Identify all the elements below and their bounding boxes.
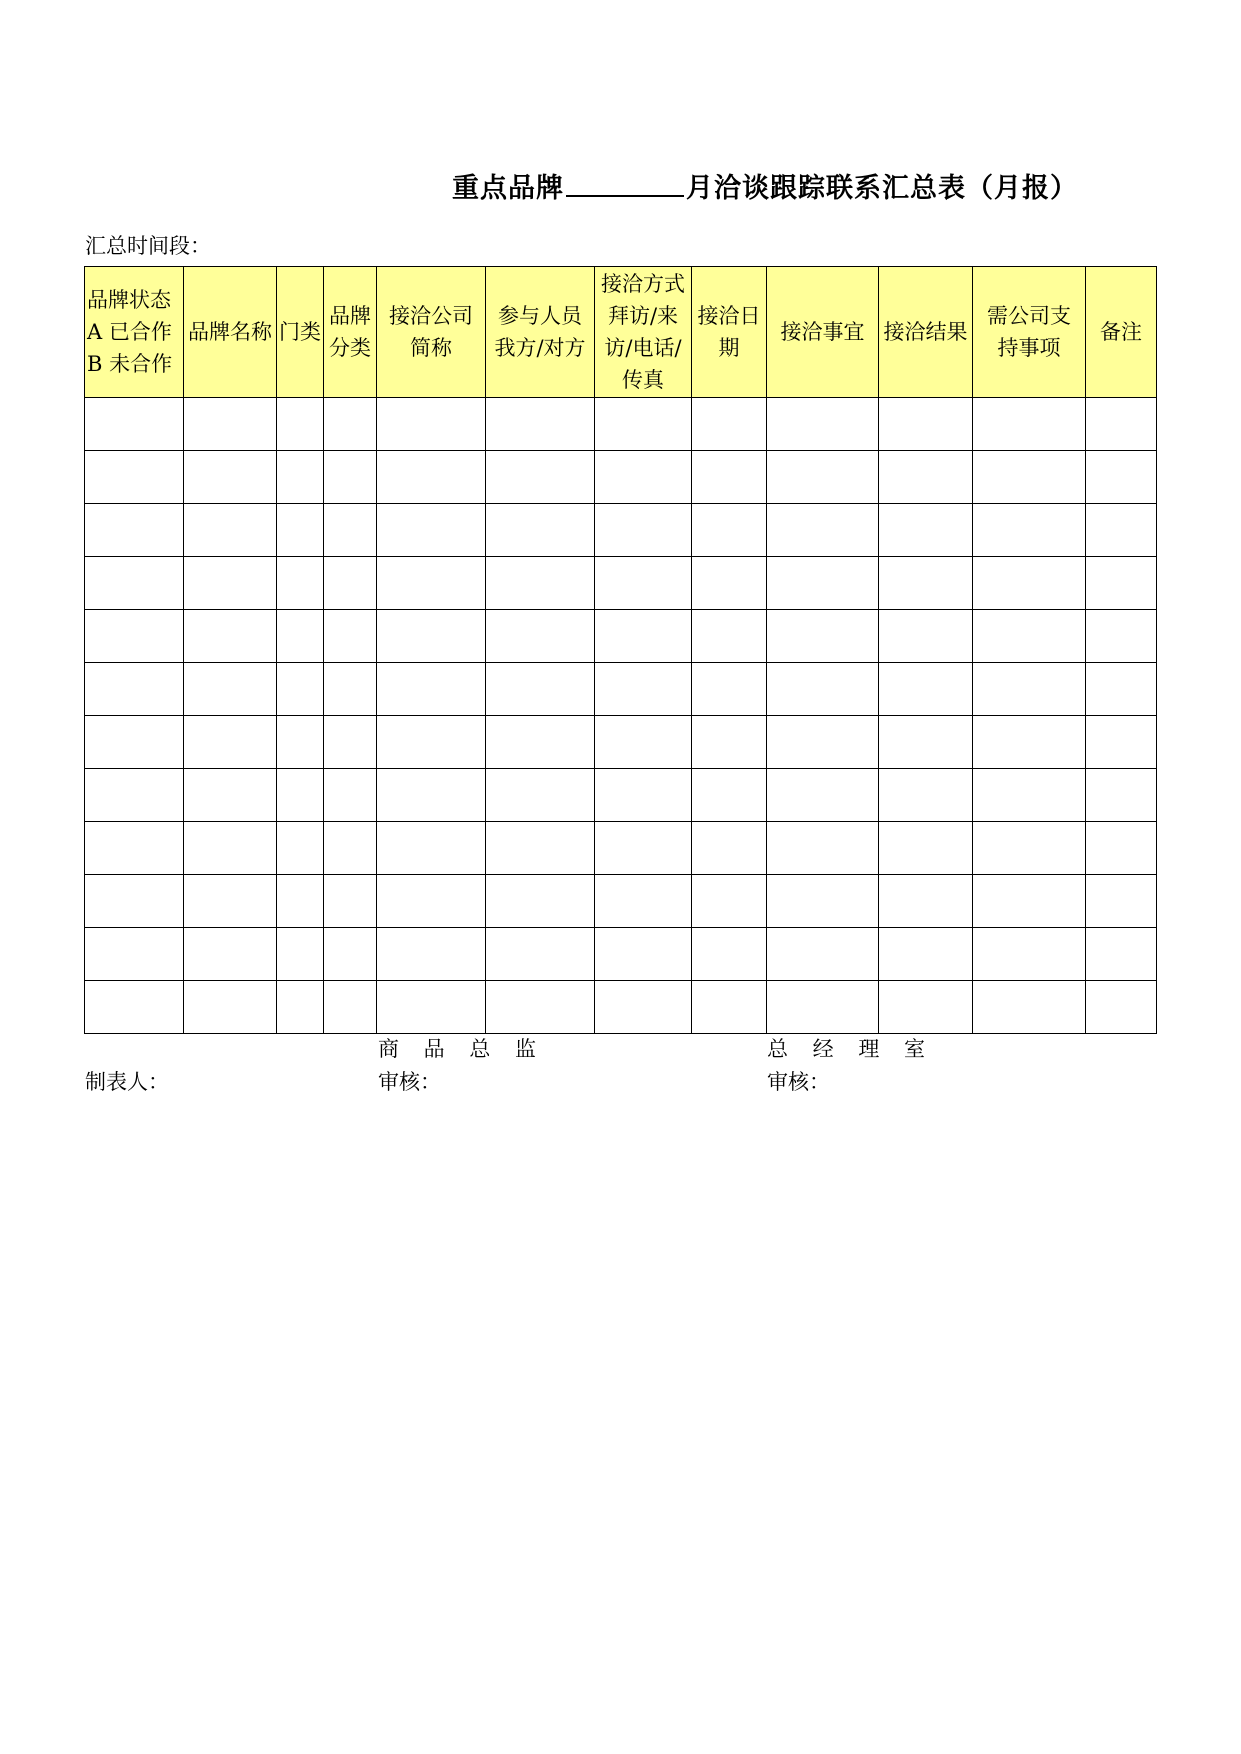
table-cell[interactable] bbox=[692, 716, 767, 769]
table-cell[interactable] bbox=[692, 663, 767, 716]
merch-director-title: 商 品 总 监 bbox=[378, 1037, 546, 1061]
table-cell[interactable] bbox=[973, 822, 1086, 875]
table-cell[interactable] bbox=[85, 875, 184, 928]
gm-office-title: 总 经 理 室 bbox=[767, 1037, 935, 1061]
table-cell[interactable] bbox=[324, 451, 377, 504]
title-suffix: 月洽谈跟踪联系汇总表（月报） bbox=[686, 173, 1078, 204]
table-row bbox=[85, 610, 1157, 663]
table-row bbox=[85, 769, 1157, 822]
summary-table bbox=[84, 266, 1157, 1034]
table-cell[interactable] bbox=[85, 928, 184, 981]
table-cell[interactable] bbox=[277, 928, 324, 981]
table-cell[interactable] bbox=[595, 928, 692, 981]
table-cell[interactable] bbox=[879, 504, 973, 557]
table-cell[interactable] bbox=[486, 663, 595, 716]
table-cell[interactable] bbox=[595, 981, 692, 1034]
table-cell[interactable] bbox=[324, 769, 377, 822]
table-row bbox=[85, 398, 1157, 451]
table-cell[interactable] bbox=[324, 610, 377, 663]
table-cell[interactable] bbox=[767, 663, 879, 716]
table-cell[interactable] bbox=[85, 769, 184, 822]
title-prefix: 重点品牌 bbox=[452, 173, 564, 204]
table-cell[interactable] bbox=[277, 451, 324, 504]
table-cell[interactable] bbox=[879, 663, 973, 716]
table-cell[interactable] bbox=[377, 769, 486, 822]
table-cell[interactable] bbox=[595, 875, 692, 928]
table-cell[interactable] bbox=[486, 981, 595, 1034]
table-cell[interactable] bbox=[486, 398, 595, 451]
table-cell[interactable] bbox=[1086, 928, 1157, 981]
table-cell[interactable] bbox=[879, 769, 973, 822]
table-cell[interactable] bbox=[879, 981, 973, 1034]
table-cell[interactable] bbox=[692, 875, 767, 928]
merch-review-label: 审核： bbox=[378, 1070, 441, 1094]
table-cell[interactable] bbox=[324, 504, 377, 557]
table-cell[interactable] bbox=[277, 663, 324, 716]
table-row bbox=[85, 981, 1157, 1034]
maker-label: 制表人： bbox=[85, 1070, 169, 1094]
table-cell[interactable] bbox=[1086, 822, 1157, 875]
table-cell[interactable] bbox=[277, 769, 324, 822]
header-results: 接洽结果 bbox=[879, 267, 973, 398]
table-cell[interactable] bbox=[879, 557, 973, 610]
table-cell[interactable] bbox=[377, 557, 486, 610]
table-cell[interactable] bbox=[377, 451, 486, 504]
table-cell[interactable] bbox=[595, 663, 692, 716]
header-category: 门类 bbox=[277, 267, 324, 398]
table-cell[interactable] bbox=[184, 716, 277, 769]
table-cell[interactable] bbox=[879, 875, 973, 928]
table-cell[interactable] bbox=[377, 398, 486, 451]
table-cell[interactable] bbox=[486, 451, 595, 504]
table-cell[interactable] bbox=[85, 398, 184, 451]
table-cell[interactable] bbox=[277, 822, 324, 875]
table-cell[interactable] bbox=[486, 928, 595, 981]
table-cell[interactable] bbox=[277, 716, 324, 769]
table-cell[interactable] bbox=[377, 875, 486, 928]
table-cell[interactable] bbox=[973, 398, 1086, 451]
table-cell[interactable] bbox=[973, 769, 1086, 822]
header-brand-class: 品牌 分类 bbox=[324, 267, 377, 398]
table-cell[interactable] bbox=[277, 981, 324, 1034]
table-cell[interactable] bbox=[767, 504, 879, 557]
table-cell[interactable] bbox=[486, 875, 595, 928]
table-cell[interactable] bbox=[184, 451, 277, 504]
table-cell[interactable] bbox=[595, 451, 692, 504]
table-cell[interactable] bbox=[692, 822, 767, 875]
table-cell[interactable] bbox=[184, 610, 277, 663]
table-cell[interactable] bbox=[277, 398, 324, 451]
table-cell[interactable] bbox=[767, 928, 879, 981]
table-cell[interactable] bbox=[973, 716, 1086, 769]
table-cell[interactable] bbox=[595, 504, 692, 557]
table-row bbox=[85, 822, 1157, 875]
table-cell[interactable] bbox=[767, 451, 879, 504]
table-cell[interactable] bbox=[973, 875, 1086, 928]
table-cell[interactable] bbox=[85, 822, 184, 875]
table-cell[interactable] bbox=[973, 557, 1086, 610]
table-cell[interactable] bbox=[767, 981, 879, 1034]
table-cell[interactable] bbox=[377, 822, 486, 875]
table-cell[interactable] bbox=[595, 610, 692, 663]
table-header-row bbox=[85, 267, 1157, 398]
table-cell[interactable] bbox=[277, 610, 324, 663]
table-cell[interactable] bbox=[767, 716, 879, 769]
table-cell[interactable] bbox=[973, 981, 1086, 1034]
header-brand-name: 品牌名称 bbox=[184, 267, 277, 398]
table-cell[interactable] bbox=[973, 610, 1086, 663]
table-cell[interactable] bbox=[377, 610, 486, 663]
gm-review-label: 审核： bbox=[767, 1070, 830, 1094]
table-cell[interactable] bbox=[595, 716, 692, 769]
table-cell[interactable] bbox=[879, 610, 973, 663]
table-cell[interactable] bbox=[1086, 610, 1157, 663]
table-cell[interactable] bbox=[879, 398, 973, 451]
table-cell[interactable] bbox=[377, 981, 486, 1034]
header-matters: 接洽事宜 bbox=[767, 267, 879, 398]
table-cell[interactable] bbox=[324, 928, 377, 981]
header-support-needed: 需公司支 持事项 bbox=[973, 267, 1086, 398]
table-cell[interactable] bbox=[973, 663, 1086, 716]
table-cell[interactable] bbox=[1086, 398, 1157, 451]
table-cell[interactable] bbox=[324, 981, 377, 1034]
table-cell[interactable] bbox=[85, 504, 184, 557]
table-cell[interactable] bbox=[692, 398, 767, 451]
title-blank-line[interactable] bbox=[566, 169, 684, 197]
table-cell[interactable] bbox=[767, 610, 879, 663]
table-cell[interactable] bbox=[85, 716, 184, 769]
table-cell[interactable] bbox=[85, 610, 184, 663]
table-cell[interactable] bbox=[324, 663, 377, 716]
table-cell[interactable] bbox=[595, 822, 692, 875]
table-cell[interactable] bbox=[184, 504, 277, 557]
table-cell[interactable] bbox=[1086, 451, 1157, 504]
table-cell[interactable] bbox=[324, 875, 377, 928]
table-cell[interactable] bbox=[879, 822, 973, 875]
table-cell[interactable] bbox=[767, 875, 879, 928]
table-cell[interactable] bbox=[184, 928, 277, 981]
table-cell[interactable] bbox=[184, 663, 277, 716]
table-cell[interactable] bbox=[377, 663, 486, 716]
table-cell[interactable] bbox=[377, 716, 486, 769]
header-brand-status: 品牌状态 A 已合作 B 未合作 bbox=[85, 267, 184, 398]
table-cell[interactable] bbox=[692, 769, 767, 822]
table-cell[interactable] bbox=[595, 398, 692, 451]
header-company: 接洽公司 简称 bbox=[377, 267, 486, 398]
period-label: 汇总时间段： bbox=[85, 234, 211, 258]
table-cell[interactable] bbox=[767, 398, 879, 451]
table-cell[interactable] bbox=[184, 557, 277, 610]
table-cell[interactable] bbox=[85, 981, 184, 1034]
table-cell[interactable] bbox=[767, 822, 879, 875]
table-cell[interactable] bbox=[879, 716, 973, 769]
table-cell[interactable] bbox=[486, 822, 595, 875]
table-cell[interactable] bbox=[184, 981, 277, 1034]
table-row bbox=[85, 663, 1157, 716]
table-cell[interactable] bbox=[184, 875, 277, 928]
table-cell[interactable] bbox=[85, 451, 184, 504]
document-title bbox=[452, 166, 1078, 205]
table-cell[interactable] bbox=[692, 451, 767, 504]
header-contact-method: 接洽方式 拜访/来 访/电话/ 传真 bbox=[595, 267, 692, 398]
table-cell[interactable] bbox=[324, 716, 377, 769]
table-cell[interactable] bbox=[324, 822, 377, 875]
table-cell[interactable] bbox=[692, 504, 767, 557]
table-cell[interactable] bbox=[486, 769, 595, 822]
table-row bbox=[85, 875, 1157, 928]
table-cell[interactable] bbox=[1086, 769, 1157, 822]
table-cell[interactable] bbox=[277, 504, 324, 557]
table-cell[interactable] bbox=[973, 504, 1086, 557]
table-cell[interactable] bbox=[1086, 663, 1157, 716]
table-cell[interactable] bbox=[1086, 557, 1157, 610]
table-cell[interactable] bbox=[85, 663, 184, 716]
table-cell[interactable] bbox=[377, 928, 486, 981]
header-participants: 参与人员 我方/对方 bbox=[486, 267, 595, 398]
table-cell[interactable] bbox=[486, 557, 595, 610]
table-cell[interactable] bbox=[692, 981, 767, 1034]
table-row bbox=[85, 716, 1157, 769]
table-cell[interactable] bbox=[692, 928, 767, 981]
table-cell[interactable] bbox=[85, 557, 184, 610]
table-row bbox=[85, 928, 1157, 981]
table-cell[interactable] bbox=[486, 610, 595, 663]
table-cell[interactable] bbox=[1086, 716, 1157, 769]
table-cell[interactable] bbox=[767, 769, 879, 822]
table-cell[interactable] bbox=[879, 928, 973, 981]
table-cell[interactable] bbox=[486, 716, 595, 769]
table-cell[interactable] bbox=[1086, 504, 1157, 557]
table-cell[interactable] bbox=[973, 928, 1086, 981]
table-cell[interactable] bbox=[324, 398, 377, 451]
table-cell[interactable] bbox=[595, 557, 692, 610]
table-cell[interactable] bbox=[277, 875, 324, 928]
table-cell[interactable] bbox=[879, 451, 973, 504]
table-cell[interactable] bbox=[277, 557, 324, 610]
header-contact-date: 接洽日 期 bbox=[692, 267, 767, 398]
table-row bbox=[85, 451, 1157, 504]
table-cell[interactable] bbox=[973, 451, 1086, 504]
table-cell[interactable] bbox=[692, 610, 767, 663]
table-cell[interactable] bbox=[184, 822, 277, 875]
table-cell[interactable] bbox=[1086, 875, 1157, 928]
table-cell[interactable] bbox=[377, 504, 486, 557]
table-cell[interactable] bbox=[767, 557, 879, 610]
table-cell[interactable] bbox=[692, 557, 767, 610]
table-cell[interactable] bbox=[595, 769, 692, 822]
table-cell[interactable] bbox=[324, 557, 377, 610]
table-cell[interactable] bbox=[486, 504, 595, 557]
table-cell[interactable] bbox=[1086, 981, 1157, 1034]
header-remarks: 备注 bbox=[1086, 267, 1157, 398]
table-cell[interactable] bbox=[184, 769, 277, 822]
table-cell[interactable] bbox=[184, 398, 277, 451]
table-row bbox=[85, 504, 1157, 557]
table-row bbox=[85, 557, 1157, 610]
